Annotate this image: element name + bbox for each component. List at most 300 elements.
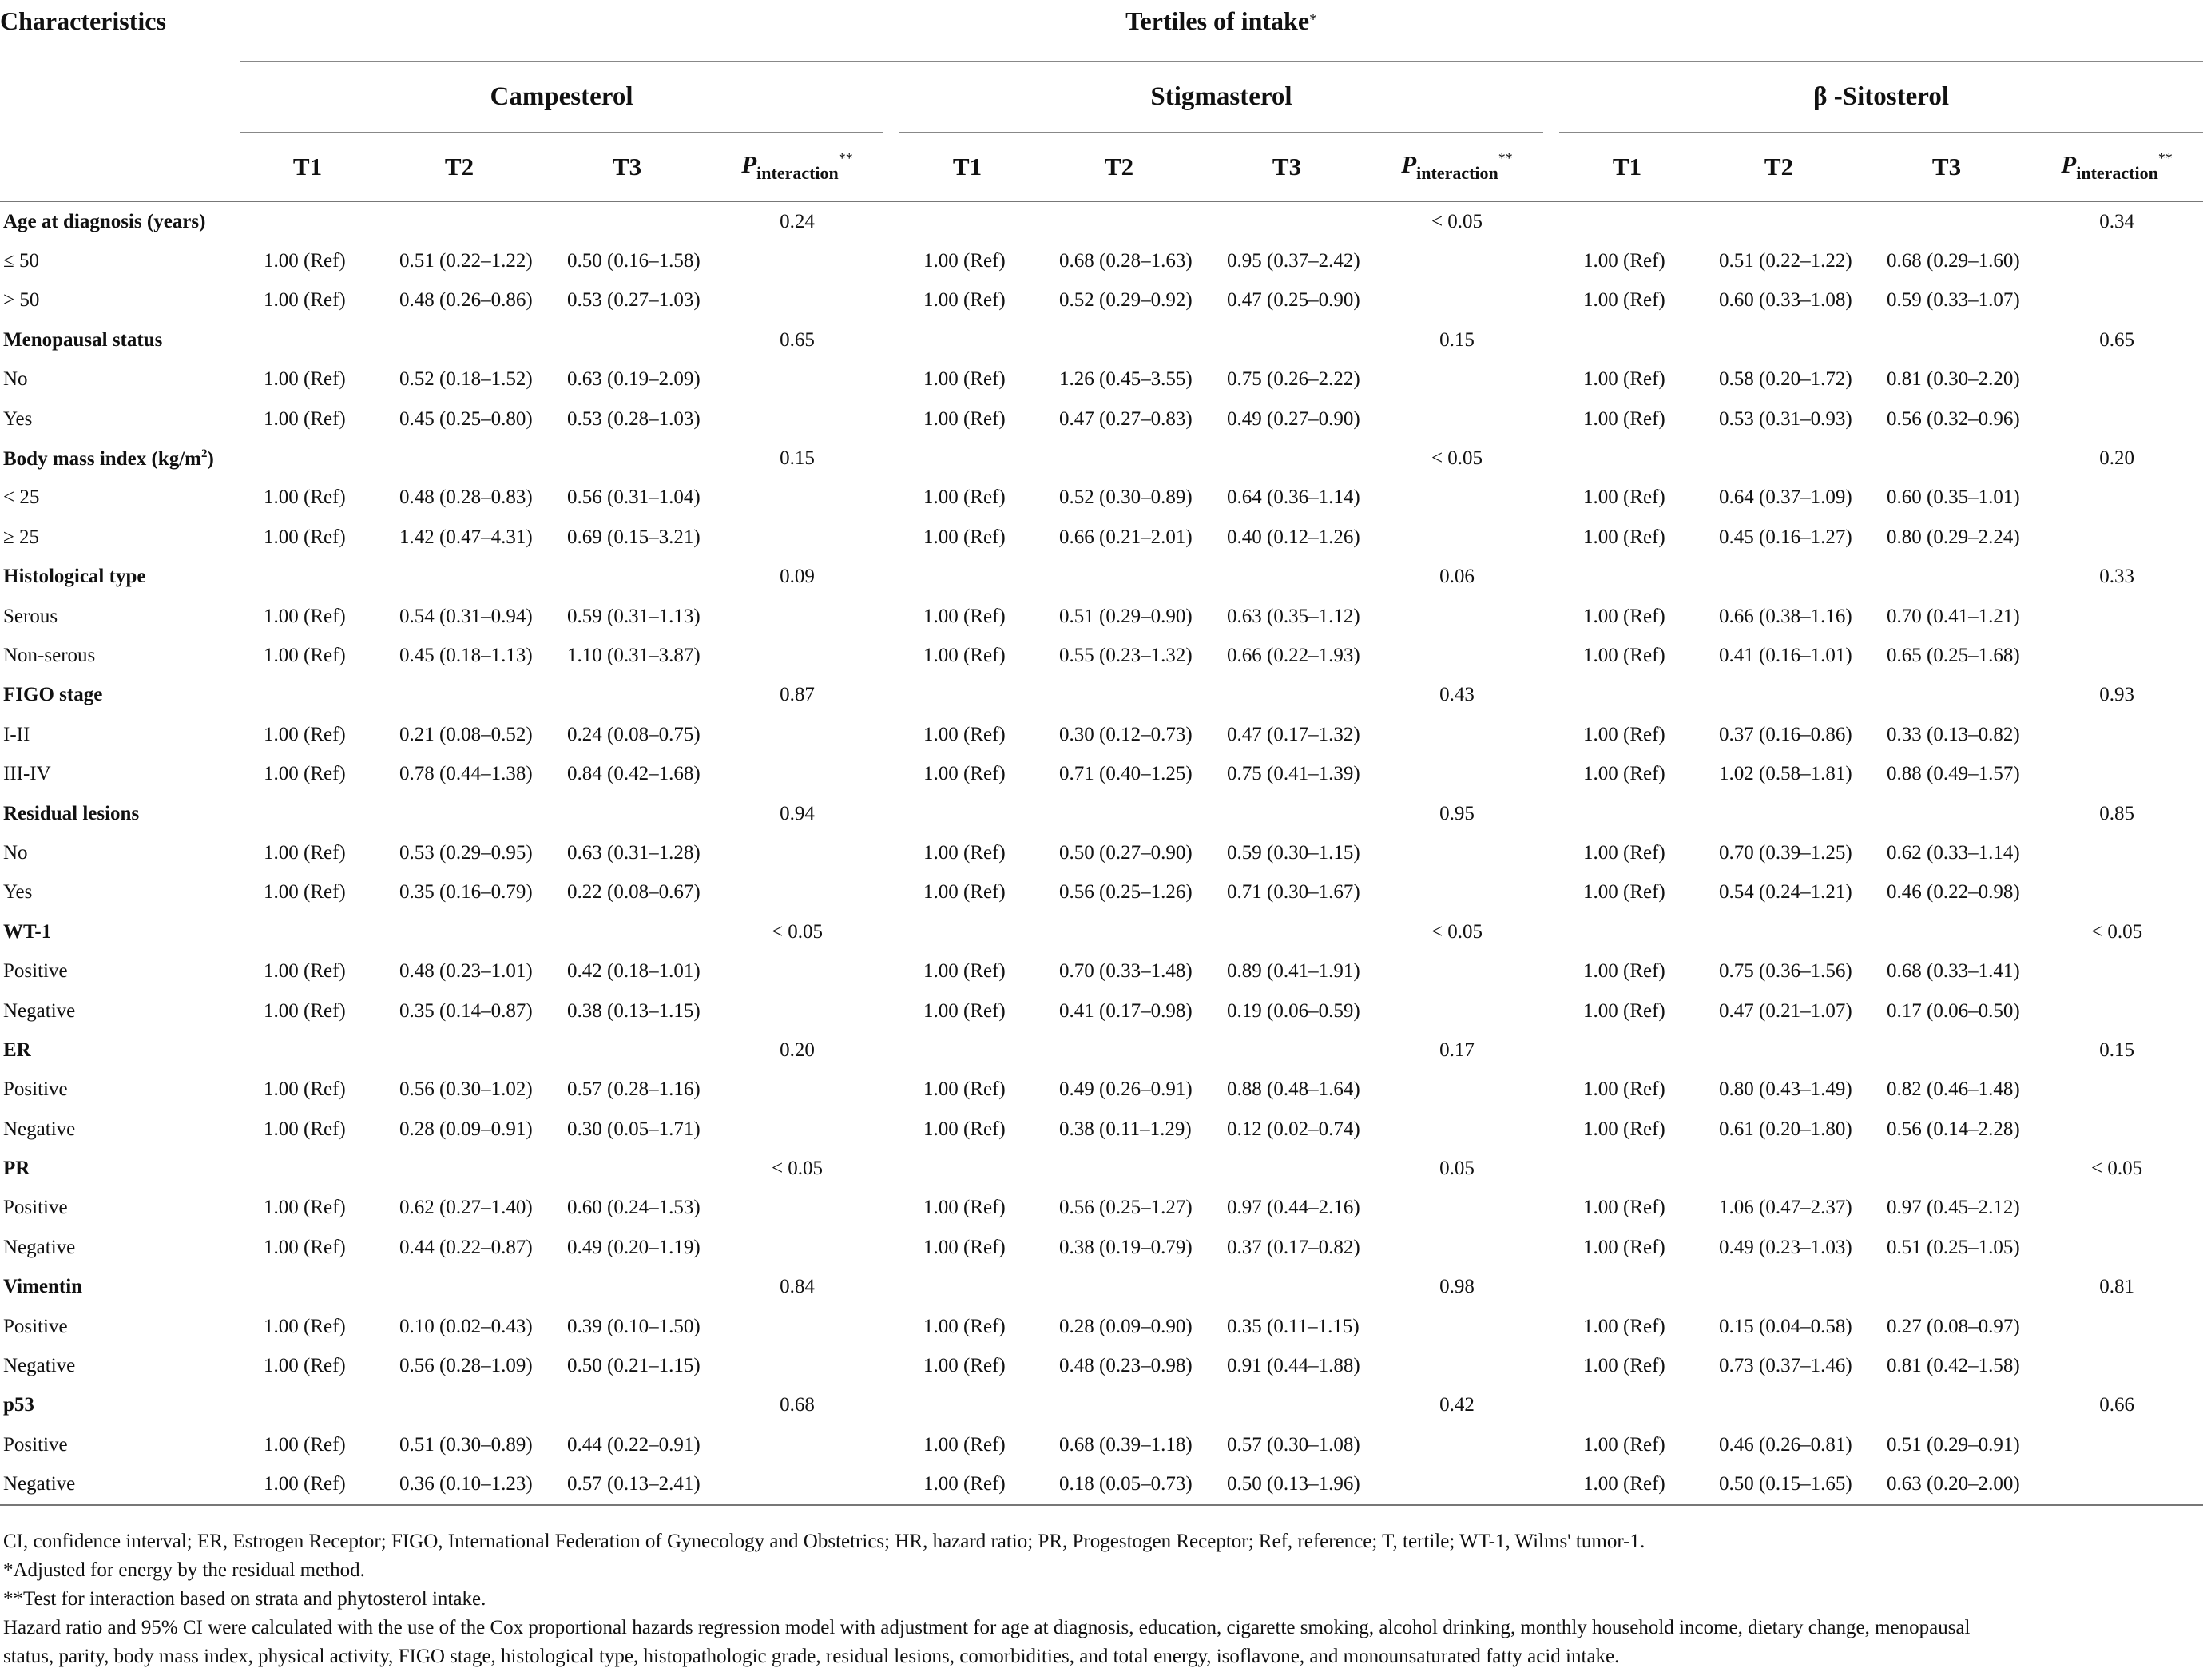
empty-cell <box>1203 439 1371 478</box>
empty-cell <box>1371 1307 1543 1346</box>
empty-cell <box>2030 479 2203 518</box>
hr-cell-sitosterol-t3: 0.88 (0.49–1.57) <box>1887 763 2020 785</box>
hr-cell-campesterol-t3: 0.38 (0.13–1.15) <box>567 999 701 1022</box>
hr-cell-campesterol-t3: 1.10 (0.31–3.87) <box>567 644 701 666</box>
hr-cell-sitosterol-t2: 0.70 (0.39–1.25) <box>1719 841 1852 864</box>
col-header-campesterol-t3: T3 <box>543 133 711 202</box>
hr-cell-sitosterol-t3: 0.65 (0.25–1.68) <box>1887 644 2020 666</box>
empty-cell <box>711 1189 883 1228</box>
group-gap <box>1543 320 1559 359</box>
group-gap <box>1543 1268 1559 1307</box>
hr-cell-campesterol-t1: 1.00 (Ref) <box>264 368 346 391</box>
hr-cell-campesterol-t3: 0.42 (0.18–1.01) <box>567 960 701 983</box>
hr-cell-sitosterol-t1: 1.00 (Ref) <box>1583 881 1665 904</box>
p-interaction-value-stigmasterol: 0.43 <box>1439 684 1475 706</box>
empty-cell <box>711 1346 883 1385</box>
empty-cell <box>899 1386 1035 1425</box>
hr-cell-sitosterol-t1: 1.00 (Ref) <box>1583 1118 1665 1140</box>
category-row <box>0 320 2203 359</box>
empty-cell <box>2030 833 2203 872</box>
group-gap <box>1543 833 1559 872</box>
hr-cell-sitosterol-t3: 0.56 (0.32–0.96) <box>1887 407 2020 430</box>
group-gap <box>1543 794 1559 833</box>
hr-cell-sitosterol-t2: 0.60 (0.33–1.08) <box>1719 289 1852 312</box>
empty-cell <box>1371 833 1543 872</box>
empty-cell <box>543 202 711 242</box>
hr-cell-sitosterol-t1: 1.00 (Ref) <box>1583 841 1665 864</box>
hr-cell-stigmasterol-t3: 0.75 (0.41–1.39) <box>1227 763 1360 785</box>
hr-cell-sitosterol-t2: 0.41 (0.16–1.01) <box>1719 644 1852 666</box>
hr-cell-stigmasterol-t1: 1.00 (Ref) <box>923 1433 1006 1456</box>
hr-cell-sitosterol-t3: 0.68 (0.33–1.41) <box>1887 960 2020 983</box>
empty-cell <box>2030 1307 2203 1346</box>
table-row <box>0 873 2203 912</box>
col-header-sitosterol-t2: T2 <box>1695 133 1863 202</box>
hr-cell-campesterol-t2: 0.36 (0.10–1.23) <box>375 1465 543 1505</box>
empty-cell <box>1559 558 1695 597</box>
hr-cell-stigmasterol-t3: 0.59 (0.30–1.15) <box>1227 841 1360 864</box>
hr-cell-campesterol-t3: 0.63 (0.19–2.09) <box>567 368 701 391</box>
empty-cell <box>1559 1268 1695 1307</box>
group-gap <box>883 518 899 557</box>
group-gap <box>883 1425 899 1464</box>
category-label-tail: ) <box>207 447 214 470</box>
hr-cell-stigmasterol-t1: 1.00 (Ref) <box>923 289 1006 312</box>
empty-cell <box>375 1268 543 1307</box>
col-header-stigmasterol-t2: T2 <box>1035 133 1203 202</box>
hr-cell-stigmasterol-t2: 0.47 (0.27–0.83) <box>1059 407 1193 430</box>
hr-cell-sitosterol-t2: 0.53 (0.31–0.93) <box>1719 407 1852 430</box>
empty-cell <box>1695 202 1863 242</box>
group-gap <box>883 241 899 280</box>
p-interaction-value-campesterol: 0.24 <box>780 210 815 232</box>
hr-cell-stigmasterol-t1: 1.00 (Ref) <box>923 1118 1006 1140</box>
group-gap <box>883 1110 899 1149</box>
hr-cell-campesterol-t1: 1.00 (Ref) <box>264 723 346 745</box>
hr-cell-sitosterol-t1: 1.00 (Ref) <box>1583 1433 1665 1456</box>
hr-cell-stigmasterol-t3: 0.12 (0.02–0.74) <box>1227 1118 1360 1140</box>
hr-cell-campesterol-t3: 0.50 (0.21–1.15) <box>567 1355 701 1377</box>
hr-cell-stigmasterol-t2: 0.49 (0.26–0.91) <box>1059 1078 1193 1101</box>
table-row <box>0 1346 2203 1385</box>
empty-cell <box>1863 202 2030 242</box>
p-symbol: P <box>2061 150 2077 178</box>
hr-cell-sitosterol-t1: 1.00 (Ref) <box>1583 644 1665 666</box>
empty-cell <box>899 202 1035 242</box>
empty-cell <box>375 439 543 478</box>
hr-cell-sitosterol-t2: 1.06 (0.47–2.37) <box>1719 1197 1852 1219</box>
hr-cell-sitosterol-t1: 1.00 (Ref) <box>1583 289 1665 312</box>
hr-cell-campesterol-t2: 1.42 (0.47–4.31) <box>399 526 533 548</box>
hr-cell-campesterol-t2: 0.45 (0.25–0.80) <box>399 407 533 430</box>
empty-cell <box>1203 794 1371 833</box>
empty-cell <box>899 1149 1035 1188</box>
group-gap <box>1543 1228 1559 1267</box>
hr-cell-stigmasterol-t1: 1.00 (Ref) <box>923 644 1006 666</box>
hr-cell-sitosterol-t2: 0.15 (0.04–0.58) <box>1719 1315 1852 1337</box>
empty-cell <box>375 320 543 359</box>
table-row <box>0 479 2203 518</box>
category-row <box>0 1031 2203 1070</box>
hr-cell-sitosterol-t3: 0.33 (0.13–0.82) <box>1887 723 2020 745</box>
group-gap <box>1543 399 1559 439</box>
hr-cell-stigmasterol-t3: 0.19 (0.06–0.59) <box>1227 999 1360 1022</box>
empty-cell <box>1371 1465 1543 1505</box>
p-footnote-mark: ** <box>838 150 853 166</box>
hr-cell-sitosterol-t2: 0.51 (0.22–1.22) <box>1719 250 1852 272</box>
subgroup-label: Negative <box>3 1355 76 1377</box>
p-interaction-value-stigmasterol: 0.98 <box>1439 1276 1475 1298</box>
hr-cell-campesterol-t3: 0.50 (0.16–1.58) <box>567 250 701 272</box>
category-label-text: Histological type <box>3 566 146 588</box>
p-interaction-value-campesterol: < 0.05 <box>771 1158 824 1180</box>
category-label-text: PR <box>3 1158 30 1180</box>
hr-cell-sitosterol-t2: 1.02 (0.58–1.81) <box>1719 763 1852 785</box>
p-interaction-value-campesterol: 0.68 <box>780 1394 815 1416</box>
hr-cell-campesterol-t2: 0.28 (0.09–0.91) <box>399 1118 533 1140</box>
empty-header-cell <box>0 133 240 202</box>
hr-cell-sitosterol-t1: 1.00 (Ref) <box>1583 999 1665 1022</box>
hr-cell-sitosterol-t1: 1.00 (Ref) <box>1583 723 1665 745</box>
empty-cell <box>2030 518 2203 557</box>
hr-cell-sitosterol-t3: 0.27 (0.08–0.97) <box>1887 1315 2020 1337</box>
col-header-campesterol-t2: T2 <box>375 133 543 202</box>
hr-cell-sitosterol-t3: 0.80 (0.29–2.24) <box>1887 526 2020 548</box>
hr-cell-campesterol-t2: 0.56 (0.28–1.09) <box>399 1355 533 1377</box>
hr-cell-campesterol-t3: 0.60 (0.24–1.53) <box>567 1197 701 1219</box>
hr-cell-campesterol-t2: 0.48 (0.26–0.86) <box>399 289 533 312</box>
empty-cell <box>1559 1149 1695 1188</box>
empty-cell <box>2030 1465 2203 1505</box>
empty-cell <box>899 912 1035 951</box>
empty-cell <box>1559 794 1695 833</box>
hr-cell-stigmasterol-t1: 1.00 (Ref) <box>923 605 1006 627</box>
p-interaction-value-sitosterol: < 0.05 <box>2091 920 2143 943</box>
empty-cell <box>1203 912 1371 951</box>
group-gap <box>883 202 899 242</box>
group-gap <box>883 1268 899 1307</box>
hr-cell-stigmasterol-t2: 0.41 (0.17–0.98) <box>1059 999 1193 1022</box>
table-row <box>0 1307 2203 1346</box>
empty-cell <box>1559 676 1695 715</box>
empty-cell <box>1203 1149 1371 1188</box>
empty-cell <box>2030 715 2203 754</box>
tertiles-footnote-mark: * <box>1309 10 1318 29</box>
group-gap <box>883 281 899 320</box>
hr-cell-stigmasterol-t1: 1.00 (Ref) <box>899 1465 1035 1505</box>
group-gap <box>1543 1386 1559 1425</box>
hr-cell-stigmasterol-t1: 1.00 (Ref) <box>923 999 1006 1022</box>
hr-cell-stigmasterol-t3: 0.49 (0.27–0.90) <box>1227 407 1360 430</box>
p-interaction-value-stigmasterol: 0.17 <box>1439 1039 1475 1061</box>
hr-cell-stigmasterol-t2: 0.68 (0.39–1.18) <box>1059 1433 1193 1456</box>
subgroup-label: Non-serous <box>3 644 96 666</box>
category-label-text: WT-1 <box>3 920 52 943</box>
empty-cell <box>543 1268 711 1307</box>
col-header-stigmasterol-t3: T3 <box>1203 133 1371 202</box>
hr-cell-sitosterol-t1: 1.00 (Ref) <box>1583 1197 1665 1219</box>
category-row <box>0 1268 2203 1307</box>
hr-cell-campesterol-t1: 1.00 (Ref) <box>264 1355 346 1377</box>
hr-cell-sitosterol-t1: 1.00 (Ref) <box>1583 1355 1665 1377</box>
hr-cell-campesterol-t1: 1.00 (Ref) <box>264 250 346 272</box>
p-interaction-value-sitosterol: 0.93 <box>2099 684 2134 706</box>
hr-cell-campesterol-t1: 1.00 (Ref) <box>240 1465 375 1505</box>
hr-cell-campesterol-t2: 0.35 (0.16–0.79) <box>399 881 533 904</box>
empty-cell <box>1863 794 2030 833</box>
tertiles-header <box>240 0 2203 62</box>
empty-cell <box>1371 1346 1543 1385</box>
empty-cell <box>1035 1149 1203 1188</box>
empty-cell <box>1863 1386 2030 1425</box>
empty-cell <box>711 1465 883 1505</box>
hr-cell-sitosterol-t3: 0.68 (0.29–1.60) <box>1887 250 2020 272</box>
hr-cell-campesterol-t1: 1.00 (Ref) <box>264 999 346 1022</box>
subgroup-label: Negative <box>3 1236 76 1258</box>
table-row <box>0 399 2203 439</box>
empty-cell <box>711 991 883 1031</box>
empty-cell <box>1371 1189 1543 1228</box>
p-interaction-value-campesterol: 0.15 <box>780 447 815 470</box>
category-row <box>0 1149 2203 1188</box>
hr-cell-sitosterol-t2: 0.75 (0.36–1.56) <box>1719 960 1852 983</box>
hr-cell-sitosterol-t1: 1.00 (Ref) <box>1583 1078 1665 1101</box>
empty-cell <box>375 1386 543 1425</box>
group-gap <box>883 320 899 359</box>
hr-cell-campesterol-t1: 1.00 (Ref) <box>264 487 346 509</box>
category-label <box>0 1268 240 1307</box>
footnote-method-line-1: Hazard ratio and 95% CI were calculated with the use of the Cox proportional hazards regression model with adjustment for age at diagnosis, education, cigarette smoking, alcohol drinking, monthly household income, dietary change, menopausal <box>3 1617 1971 1638</box>
empty-cell <box>240 1031 375 1070</box>
category-row <box>0 558 2203 597</box>
empty-cell <box>711 1070 883 1110</box>
group-gap <box>1543 1070 1559 1110</box>
table-row <box>0 1070 2203 1110</box>
group-gap <box>883 794 899 833</box>
hr-cell-campesterol-t1: 1.00 (Ref) <box>264 1078 346 1101</box>
hr-cell-stigmasterol-t3: 0.47 (0.17–1.32) <box>1227 723 1360 745</box>
empty-cell <box>2030 754 2203 793</box>
group-gap <box>883 479 899 518</box>
empty-cell <box>711 636 883 675</box>
empty-cell <box>1203 558 1371 597</box>
table-row <box>0 715 2203 754</box>
hr-cell-stigmasterol-t3: 0.75 (0.26–2.22) <box>1227 368 1360 391</box>
empty-cell <box>899 320 1035 359</box>
empty-cell <box>2030 597 2203 636</box>
table-row <box>0 1228 2203 1267</box>
hr-cell-stigmasterol-t2: 1.26 (0.45–3.55) <box>1059 368 1193 391</box>
hr-cell-sitosterol-t1: 1.00 (Ref) <box>1583 960 1665 983</box>
hr-cell-stigmasterol-t2: 0.55 (0.23–1.32) <box>1059 644 1193 666</box>
empty-cell <box>1371 1228 1543 1267</box>
subgroup-label: Yes <box>3 407 33 430</box>
hr-cell-sitosterol-t1: 1.00 (Ref) <box>1583 1315 1665 1337</box>
p-interaction-value-stigmasterol: 0.05 <box>1439 1158 1475 1180</box>
empty-cell <box>375 912 543 951</box>
hr-cell-stigmasterol-t2: 0.66 (0.21–2.01) <box>1059 526 1193 548</box>
hr-cell-campesterol-t3: 0.69 (0.15–3.21) <box>567 526 701 548</box>
group-gap <box>883 636 899 675</box>
empty-cell <box>2030 1070 2203 1110</box>
group-gap <box>1543 281 1559 320</box>
empty-cell <box>1371 1425 1543 1464</box>
category-label <box>0 202 240 242</box>
group-gap <box>1543 597 1559 636</box>
hr-cell-campesterol-t1: 1.00 (Ref) <box>264 644 346 666</box>
empty-cell <box>1863 1031 2030 1070</box>
table-row <box>0 360 2203 399</box>
empty-cell <box>1035 202 1203 242</box>
hr-cell-stigmasterol-t3: 0.95 (0.37–2.42) <box>1227 250 1360 272</box>
category-label-text: Residual lesions <box>3 802 140 824</box>
empty-cell <box>1035 794 1203 833</box>
empty-cell <box>899 676 1035 715</box>
empty-cell <box>1863 439 2030 478</box>
empty-cell <box>2030 360 2203 399</box>
p-interaction-value-sitosterol: < 0.05 <box>2091 1158 2143 1180</box>
empty-cell <box>1695 794 1863 833</box>
empty-cell <box>2030 1228 2203 1267</box>
hr-cell-stigmasterol-t3: 0.37 (0.17–0.82) <box>1227 1236 1360 1258</box>
table-row <box>0 1465 2203 1505</box>
table-row <box>0 754 2203 793</box>
hr-cell-campesterol-t1: 1.00 (Ref) <box>264 960 346 983</box>
empty-cell <box>240 202 375 242</box>
hr-cell-sitosterol-t3: 0.59 (0.33–1.07) <box>1887 289 2020 312</box>
hr-cell-stigmasterol-t2: 0.38 (0.11–1.29) <box>1059 1118 1192 1140</box>
column-header-row <box>0 133 2203 202</box>
empty-cell <box>1559 320 1695 359</box>
hr-cell-campesterol-t3: 0.49 (0.20–1.19) <box>567 1236 701 1258</box>
category-label-text: Menopausal status <box>3 328 163 351</box>
hr-cell-stigmasterol-t1: 1.00 (Ref) <box>923 763 1006 785</box>
hr-cell-stigmasterol-t1: 1.00 (Ref) <box>923 407 1006 430</box>
empty-cell <box>1371 241 1543 280</box>
group-header-stigmasterol: Stigmasterol <box>899 62 1543 133</box>
empty-cell <box>1695 320 1863 359</box>
hr-cell-sitosterol-t2: 0.66 (0.38–1.16) <box>1719 605 1852 627</box>
empty-cell <box>711 360 883 399</box>
group-gap <box>883 558 899 597</box>
subgroup-label: Positive <box>3 960 68 983</box>
empty-cell <box>1035 676 1203 715</box>
hr-cell-stigmasterol-t3: 0.47 (0.25–0.90) <box>1227 289 1360 312</box>
hr-cell-stigmasterol-t3: 0.50 (0.13–1.96) <box>1203 1465 1371 1505</box>
empty-cell <box>1371 518 1543 557</box>
hr-cell-sitosterol-t1: 1.00 (Ref) <box>1583 526 1665 548</box>
group-gap <box>883 1031 899 1070</box>
category-label-text: Body mass index (kg/m <box>3 447 201 470</box>
empty-cell <box>1863 558 2030 597</box>
empty-cell <box>1371 399 1543 439</box>
hr-cell-stigmasterol-t3: 0.66 (0.22–1.93) <box>1227 644 1360 666</box>
table-row <box>0 1189 2203 1228</box>
empty-cell <box>711 1425 883 1464</box>
table-row <box>0 597 2203 636</box>
empty-cell <box>543 558 711 597</box>
p-interaction-value-stigmasterol: 0.06 <box>1439 566 1475 588</box>
empty-cell <box>1203 1386 1371 1425</box>
hr-cell-stigmasterol-t1: 1.00 (Ref) <box>923 1315 1006 1337</box>
table-row <box>0 518 2203 557</box>
subgroup-label: No <box>3 841 28 864</box>
category-label <box>0 1031 240 1070</box>
empty-cell <box>1371 360 1543 399</box>
p-symbol: P <box>1401 150 1417 178</box>
subgroup-label: Positive <box>3 1197 68 1219</box>
col-header-stigmasterol-p-interaction <box>1371 133 1543 202</box>
hr-cell-sitosterol-t2: 0.58 (0.20–1.72) <box>1719 368 1852 391</box>
category-label-text: Age at diagnosis (years) <box>3 210 206 232</box>
empty-cell <box>711 479 883 518</box>
empty-cell <box>240 676 375 715</box>
hr-cell-stigmasterol-t2: 0.68 (0.28–1.63) <box>1059 250 1193 272</box>
empty-cell <box>543 794 711 833</box>
col-header-sitosterol-t1: T1 <box>1559 133 1695 202</box>
group-gap <box>1543 1110 1559 1149</box>
subgroup-label: Positive <box>3 1433 68 1456</box>
hr-cell-campesterol-t2: 0.10 (0.02–0.43) <box>399 1315 533 1337</box>
empty-cell <box>1035 439 1203 478</box>
group-gap <box>1543 558 1559 597</box>
category-label <box>0 439 240 478</box>
subgroup-label: Negative <box>0 1465 240 1505</box>
hr-cell-campesterol-t1: 1.00 (Ref) <box>264 841 346 864</box>
p-interaction-value-campesterol: 0.20 <box>780 1039 815 1061</box>
hr-cell-campesterol-t1: 1.00 (Ref) <box>264 407 346 430</box>
empty-cell <box>240 1386 375 1425</box>
category-row <box>0 676 2203 715</box>
empty-cell <box>711 1110 883 1149</box>
empty-cell <box>711 715 883 754</box>
empty-cell <box>1863 912 2030 951</box>
empty-cell <box>1203 1031 1371 1070</box>
empty-cell <box>2030 241 2203 280</box>
subgroup-label: ≤ 50 <box>3 250 39 272</box>
hr-cell-stigmasterol-t1: 1.00 (Ref) <box>923 1078 1006 1101</box>
hr-cell-stigmasterol-t2: 0.48 (0.23–0.98) <box>1059 1355 1193 1377</box>
hr-cell-campesterol-t2: 0.21 (0.08–0.52) <box>399 723 533 745</box>
hr-cell-campesterol-t2: 0.51 (0.30–0.89) <box>399 1433 533 1456</box>
hr-cell-campesterol-t2: 0.62 (0.27–1.40) <box>399 1197 533 1219</box>
tertiles-title: Tertiles of intake <box>1125 6 1310 35</box>
empty-cell <box>375 1149 543 1188</box>
hr-cell-campesterol-t1: 1.00 (Ref) <box>264 605 346 627</box>
group-gap <box>883 360 899 399</box>
hr-cell-stigmasterol-t1: 1.00 (Ref) <box>923 723 1006 745</box>
table-body <box>0 202 2203 1505</box>
characteristics-header: Characteristics <box>0 6 166 35</box>
col-header-sitosterol-t3: T3 <box>1863 133 2030 202</box>
hr-cell-campesterol-t2: 0.44 (0.22–0.87) <box>399 1236 533 1258</box>
empty-cell <box>1559 912 1695 951</box>
empty-cell <box>899 558 1035 597</box>
hr-cell-campesterol-t3: 0.84 (0.42–1.68) <box>567 763 701 785</box>
hr-cell-stigmasterol-t3: 0.57 (0.30–1.08) <box>1227 1433 1360 1456</box>
hr-cell-sitosterol-t3: 0.81 (0.42–1.58) <box>1887 1355 2020 1377</box>
hr-cell-campesterol-t2: 0.52 (0.18–1.52) <box>399 368 533 391</box>
group-gap <box>883 754 899 793</box>
group-gap <box>883 1386 899 1425</box>
p-footnote-mark: ** <box>1498 150 1513 166</box>
hr-cell-sitosterol-t3: 0.63 (0.20–2.00) <box>1863 1465 2030 1505</box>
hr-cell-stigmasterol-t3: 0.63 (0.35–1.12) <box>1227 605 1360 627</box>
category-label-superscript: 2 <box>200 447 208 460</box>
p-interaction-value-campesterol: 0.65 <box>780 328 815 351</box>
table-row <box>0 833 2203 872</box>
group-gap <box>1543 439 1559 478</box>
